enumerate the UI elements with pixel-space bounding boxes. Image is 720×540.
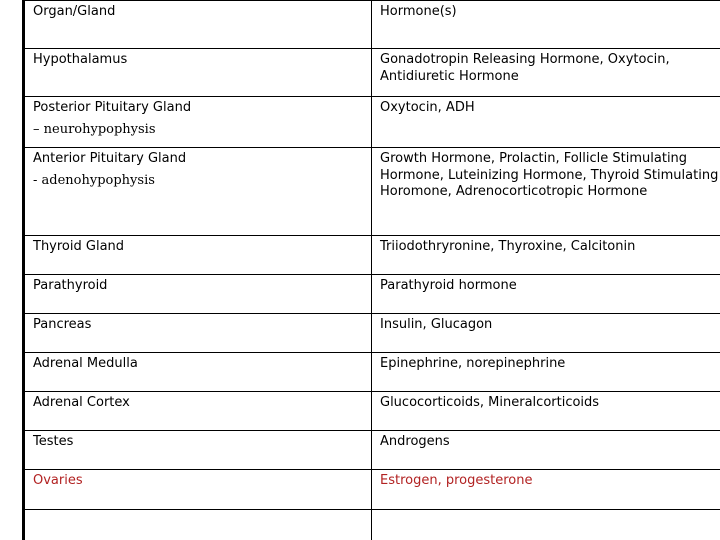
header-hormones: Hormone(s)	[372, 1, 720, 49]
organ-cell: Ovaries	[24, 470, 372, 510]
organ-subtitle: - adenohypophysis	[33, 172, 155, 188]
hormone-table-container	[22, 0, 720, 540]
table-row	[24, 97, 720, 148]
organ-cell: Pancreas	[24, 314, 372, 353]
table-row	[24, 392, 720, 431]
hormones-cell: Oxytocin, ADH	[372, 97, 720, 148]
table-row	[24, 431, 720, 470]
organ-cell: Adrenal Cortex	[24, 392, 372, 431]
hormones-cell: Growth Hormone, Prolactin, Follicle Stimulating Hormone, Luteinizing Hormone, Thyroid Stimulating Horomone, Adrenocorticotropic Hormone	[372, 148, 720, 236]
table-row	[24, 275, 720, 314]
organ-name: Anterior Pituitary Gland	[33, 151, 187, 166]
table-row-empty	[24, 510, 720, 540]
hormones-cell: Parathyroid hormone	[372, 275, 720, 314]
table-row	[24, 314, 720, 353]
organ-cell: Adrenal Medulla	[24, 353, 372, 392]
table-row	[24, 148, 720, 236]
organ-cell: Thyroid Gland	[24, 236, 372, 275]
hormones-cell: Epinephrine, norepinephrine	[372, 353, 720, 392]
organ-subtitle: – neurohypophysis	[33, 121, 156, 137]
hormones-cell: Insulin, Glucagon	[372, 314, 720, 353]
hormones-cell: Glucocorticoids, Mineralcorticoids	[372, 392, 720, 431]
hormones-cell	[372, 510, 720, 540]
table-header-row	[24, 1, 720, 49]
table-row	[24, 49, 720, 97]
hormones-cell: Androgens	[372, 431, 720, 470]
hormones-cell: Estrogen, progesterone	[372, 470, 720, 510]
organ-name: Posterior Pituitary Gland	[33, 100, 192, 115]
organ-cell: Hypothalamus	[24, 49, 372, 97]
organ-cell	[24, 510, 372, 540]
header-organ: Organ/Gland	[24, 1, 372, 49]
organ-cell: Parathyroid	[24, 275, 372, 314]
hormones-cell: Gonadotropin Releasing Hormone, Oxytocin, Antidiuretic Hormone	[372, 49, 720, 97]
organ-cell	[24, 97, 372, 148]
organ-cell: Testes	[24, 431, 372, 470]
table-row-highlighted	[24, 470, 720, 510]
organ-cell	[24, 148, 372, 236]
table-row	[24, 353, 720, 392]
hormone-table	[22, 0, 720, 540]
table-row	[24, 236, 720, 275]
hormones-cell: Triiodothryronine, Thyroxine, Calcitonin	[372, 236, 720, 275]
